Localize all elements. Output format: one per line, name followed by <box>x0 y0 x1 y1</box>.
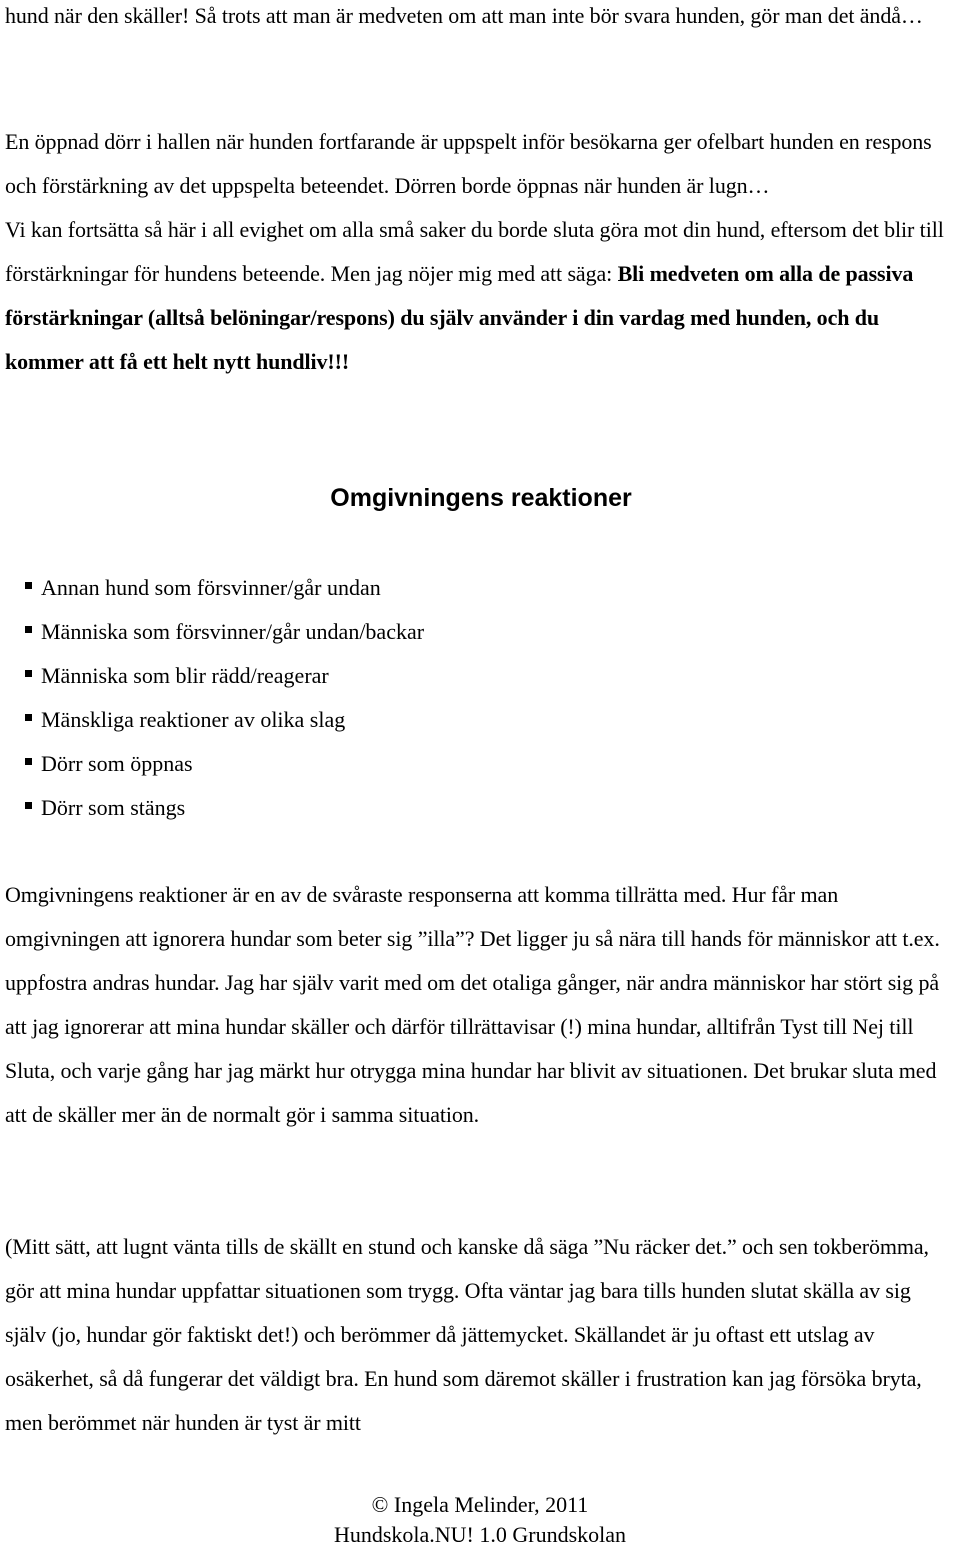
paragraph-intro: hund när den skäller! Så trots att man är medveten om att man inte bör svara hunden, gör man det ändå… <box>5 3 923 28</box>
paragraph-my-method: (Mitt sätt, att lugnt vänta tills de skällt en stund och kanske då säga ”Nu räcker det.” och sen tokberömma, gör att mina hundar uppfattar situationen som trygg. Ofta väntar jag bara tills hunden slutat skälla av sig själv (jo, hundar gör faktiskt det!) och berömmer då jättemycket. Skällandet är ju oftast ett utslag av osäkerhet, så då fungerar det väldigt bra. En hund som däremot skäller i frustration kan jag försöka bryta, men berömmet när hunden är tyst är mitt <box>5 1234 929 1435</box>
bullet-square-icon <box>25 758 32 765</box>
list-item <box>25 654 424 698</box>
list-item <box>25 610 424 654</box>
list-item <box>25 566 424 610</box>
list-item <box>25 742 424 786</box>
paragraph-door <box>5 120 957 384</box>
footer-school: Hundskola.NU! 1.0 Grundskolan <box>333 1522 627 1547</box>
bullet-square-icon <box>25 714 32 721</box>
reaction-list <box>25 566 424 830</box>
list-item-text: Annan hund som försvinner/går undan <box>41 575 381 600</box>
paragraph-door-continued: Vi kan fortsätta så här i all evighet om alla små saker du borde sluta göra mot din hund, eftersom det blir till förstärkningar för hundens beteende. Men jag nöjer mig med att säga: <box>5 217 944 286</box>
list-item <box>25 786 424 830</box>
paragraph-surroundings: Omgivningens reaktioner är en av de svåraste responserna att komma tillrätta med. Hur får man omgivningen att ignorera hundar som beter sig ”illa”? Det ligger ju så nära till hands för människor att t.ex. uppfostra andras hundar. Jag har själv varit med om det otaliga gånger, när andra människor har stört sig på att jag ignorerar att mina hundar skäller och därför tillrättavisar (!) mina hundar, alltifrån Tyst till Nej till Sluta, och varje gång har jag märkt hur otrygga mina hundar har blivit av situationen. Det brukar sluta med att de skäller mer än de normalt gör i samma situation. <box>5 882 940 1127</box>
paragraph-door-emphasis: Bli medveten om alla de passiva förstärkningar (alltså belöningar/respons) du själv använder i din vardag med hunden, och du kommer att få ett helt nytt hundliv!!! <box>5 261 914 374</box>
bullet-square-icon <box>25 802 32 809</box>
paragraph-door-text: En öppnad dörr i hallen när hunden fortfarande är uppspelt inför besökarna ger ofelbart hunden en respons och förstärkning av det uppspelta beteendet. Dörren borde öppnas när hunden är lugn… <box>5 129 932 198</box>
page-footer <box>0 1490 960 1550</box>
bullet-square-icon <box>25 626 32 633</box>
bullet-square-icon <box>25 582 32 589</box>
bullet-square-icon <box>25 670 32 677</box>
list-item-text: Dörr som öppnas <box>41 751 193 776</box>
list-item-text: Människa som försvinner/går undan/backar <box>41 619 425 644</box>
list-item-text: Människa som blir rädd/reagerar <box>41 663 329 688</box>
list-item <box>25 698 424 742</box>
list-item-text: Dörr som stängs <box>41 795 186 820</box>
footer-copyright: © Ingela Melinder, 2011 <box>371 1492 589 1517</box>
section-heading: Omgivningens reaktioner <box>330 484 632 512</box>
list-item-text: Mänskliga reaktioner av olika slag <box>41 707 346 732</box>
